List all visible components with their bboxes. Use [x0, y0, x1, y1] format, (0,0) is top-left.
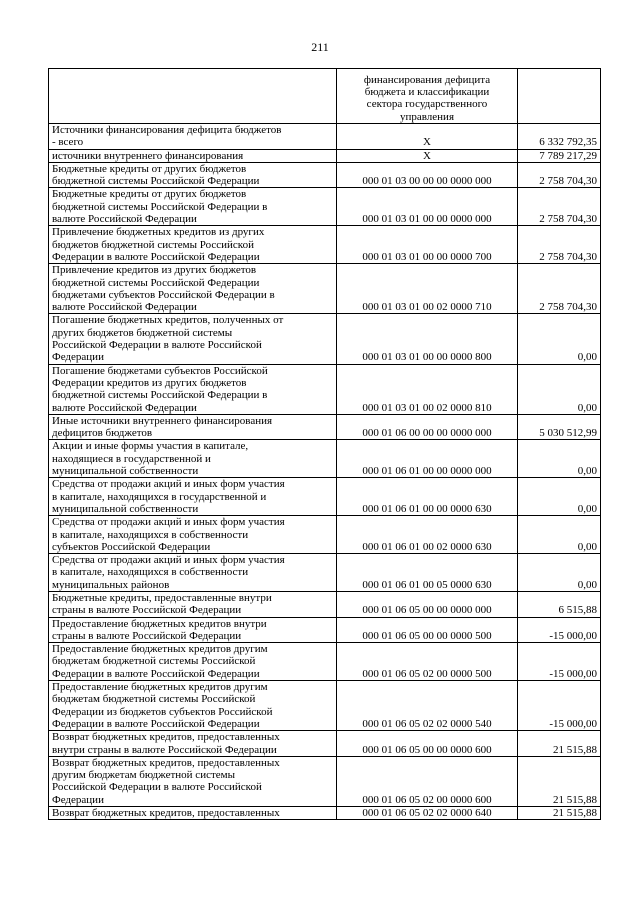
row-name-cell: Возврат бюджетных кредитов, предоставленных	[49, 807, 337, 820]
table-row	[49, 188, 601, 226]
row-code-cell: 000 01 06 01 00 02 0000 630	[337, 516, 518, 554]
row-code-cell: 000 01 06 05 02 00 0000 500	[337, 643, 518, 681]
row-code-cell: 000 01 06 05 00 00 0000 600	[337, 731, 518, 757]
row-code-cell: X	[337, 124, 518, 150]
table-row	[49, 807, 601, 820]
row-code-cell: 000 01 06 05 02 02 0000 640	[337, 807, 518, 820]
row-sum-cell: 7 789 217,29	[518, 149, 601, 162]
table-row	[49, 516, 601, 554]
row-name-cell: Средства от продажи акций и иных форм участия в капитале, находящихся в собственности муниципальных районов	[49, 554, 337, 592]
row-sum-cell: -15 000,00	[518, 643, 601, 681]
row-sum-cell: 2 758 704,30	[518, 188, 601, 226]
row-name-cell: Средства от продажи акций и иных форм участия в капитале, находящихся в собственности субъектов Российской Федерации	[49, 516, 337, 554]
table-row	[49, 226, 601, 264]
row-name-cell: Привлечение бюджетных кредитов из других бюджетов бюджетной системы Российской Федерации в валюте Российской Федерации	[49, 226, 337, 264]
row-name-cell: Возврат бюджетных кредитов, предоставленных другим бюджетам бюджетной системы Российской Федерации в валюте Российской Федерации	[49, 756, 337, 806]
row-name-cell: Бюджетные кредиты, предоставленные внутри страны в валюте Российской Федерации	[49, 591, 337, 617]
row-code-cell: 000 01 03 01 00 00 0000 800	[337, 314, 518, 364]
row-code-cell: 000 01 03 01 00 02 0000 810	[337, 364, 518, 414]
row-sum-cell: 0,00	[518, 364, 601, 414]
row-sum-cell: 0,00	[518, 440, 601, 478]
row-code-cell: X	[337, 149, 518, 162]
row-sum-cell: 0,00	[518, 554, 601, 592]
row-sum-cell: 21 515,88	[518, 807, 601, 820]
row-name-cell: Средства от продажи акций и иных форм участия в капитале, находящихся в государственной и муниципальной собственности	[49, 478, 337, 516]
row-sum-cell: 2 758 704,30	[518, 226, 601, 264]
row-name-cell: Источники финансирования дефицита бюджетов - всего	[49, 124, 337, 150]
row-name-cell: Акции и иные формы участия в капитале, находящиеся в государственной и муниципальной собственности	[49, 440, 337, 478]
table-row	[49, 314, 601, 364]
row-code-cell: 000 01 06 01 00 05 0000 630	[337, 554, 518, 592]
table-row	[49, 478, 601, 516]
row-code-cell: 000 01 03 00 00 00 0000 000	[337, 162, 518, 188]
table-row	[49, 731, 601, 757]
row-sum-cell: 6 515,88	[518, 591, 601, 617]
row-sum-cell: 2 758 704,30	[518, 162, 601, 188]
table-row	[49, 591, 601, 617]
row-name-cell: Бюджетные кредиты от других бюджетов бюджетной системы Российской Федерации в валюте Российской Федерации	[49, 188, 337, 226]
row-sum-cell: -15 000,00	[518, 681, 601, 731]
table-row	[49, 364, 601, 414]
row-name-cell: Иные источники внутреннего финансирования дефицитов бюджетов	[49, 414, 337, 440]
row-code-cell: 000 01 06 05 02 00 0000 600	[337, 756, 518, 806]
row-name-cell: Возврат бюджетных кредитов, предоставленных внутри страны в валюте Российской Федерации	[49, 731, 337, 757]
page-number: 211	[311, 40, 329, 54]
table-header-row	[49, 69, 601, 124]
table-row	[49, 149, 601, 162]
row-code-cell: 000 01 03 01 00 00 0000 700	[337, 226, 518, 264]
row-sum-cell: 6 332 792,35	[518, 124, 601, 150]
table-row	[49, 617, 601, 643]
row-sum-cell: 0,00	[518, 516, 601, 554]
table-row	[49, 440, 601, 478]
row-sum-cell: -15 000,00	[518, 617, 601, 643]
row-sum-cell: 21 515,88	[518, 756, 601, 806]
table-row	[49, 162, 601, 188]
row-code-cell: 000 01 06 01 00 00 0000 630	[337, 478, 518, 516]
header-sum-cell	[518, 69, 601, 124]
table-row	[49, 124, 601, 150]
row-name-cell: Погашение бюджетных кредитов, полученных от других бюджетов бюджетной системы Российской Федерации в валюте Российской Федерации	[49, 314, 337, 364]
row-name-cell: Предоставление бюджетных кредитов другим бюджетам бюджетной системы Российской Федерации из бюджетов субъектов Российской Федерации в валюте Российской Федерации	[49, 681, 337, 731]
table-row	[49, 554, 601, 592]
row-name-cell: Бюджетные кредиты от других бюджетов бюджетной системы Российской Федерации	[49, 162, 337, 188]
table-row	[49, 681, 601, 731]
row-name-cell: Погашение бюджетами субъектов Российской Федерации кредитов из других бюджетов бюджетной системы Российской Федерации в валюте Российской Федерации	[49, 364, 337, 414]
row-sum-cell: 5 030 512,99	[518, 414, 601, 440]
row-name-cell: источники внутреннего финансирования	[49, 149, 337, 162]
row-code-cell: 000 01 06 05 02 02 0000 540	[337, 681, 518, 731]
row-code-cell: 000 01 06 00 00 00 0000 000	[337, 414, 518, 440]
row-name-cell: Привлечение кредитов из других бюджетов бюджетной системы Российской Федерации бюджетами субъектов Российской Федерации в валюте Российской Федерации	[49, 264, 337, 314]
row-sum-cell: 0,00	[518, 478, 601, 516]
row-code-cell: 000 01 03 01 00 02 0000 710	[337, 264, 518, 314]
row-code-cell: 000 01 06 05 00 00 0000 000	[337, 591, 518, 617]
row-sum-cell: 2 758 704,30	[518, 264, 601, 314]
row-code-cell: 000 01 06 05 00 00 0000 500	[337, 617, 518, 643]
row-name-cell: Предоставление бюджетных кредитов внутри страны в валюте Российской Федерации	[49, 617, 337, 643]
header-name-cell	[49, 69, 337, 124]
table-row	[49, 756, 601, 806]
row-sum-cell: 0,00	[518, 314, 601, 364]
budget-sources-table	[48, 68, 601, 820]
row-sum-cell: 21 515,88	[518, 731, 601, 757]
row-code-cell: 000 01 03 01 00 00 0000 000	[337, 188, 518, 226]
header-code-cell: финансирования дефицита бюджета и классификации сектора государственного управления	[337, 69, 518, 124]
table-row	[49, 264, 601, 314]
table-row	[49, 643, 601, 681]
row-code-cell: 000 01 06 01 00 00 0000 000	[337, 440, 518, 478]
row-name-cell: Предоставление бюджетных кредитов другим бюджетам бюджетной системы Российской Федерации в валюте Российской Федерации	[49, 643, 337, 681]
table-row	[49, 414, 601, 440]
